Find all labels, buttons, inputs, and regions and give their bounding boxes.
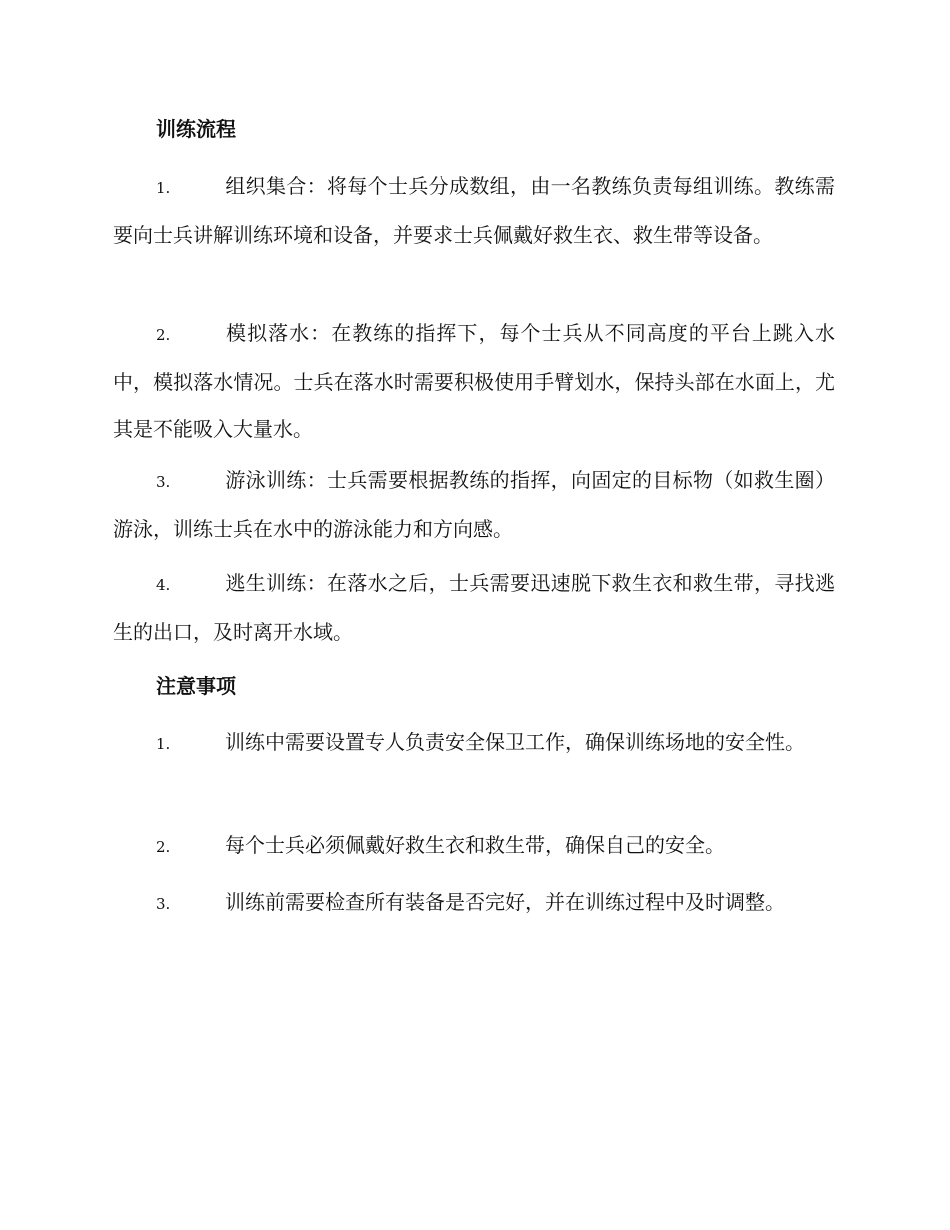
list-item-text: 游泳训练：士兵需要根据教练的指挥，向固定的目标物（如救生圈）游泳，训练士兵在水中的游泳能力和方向感。	[113, 468, 835, 541]
list-item-number: 3.	[156, 473, 171, 491]
list-item	[113, 310, 835, 453]
section-heading-training-process: 训练流程	[156, 117, 236, 141]
list-item	[113, 163, 835, 259]
list-item-text: 训练中需要设置专人负责安全保卫工作，确保训练场地的安全性。	[225, 730, 805, 754]
list-item-number: 2.	[156, 838, 171, 856]
list-item-text: 训练前需要检查所有装备是否完好，并在训练过程中及时调整。	[225, 890, 785, 914]
list-item-number: 4.	[156, 576, 171, 594]
list-item-number: 1.	[156, 179, 171, 197]
section-heading-precautions: 注意事项	[156, 674, 236, 698]
list-item	[113, 719, 835, 768]
list-item	[113, 822, 835, 871]
list-item	[113, 560, 835, 656]
list-item	[113, 879, 835, 928]
list-item-number: 1.	[156, 735, 171, 753]
list-item-text: 模拟落水：在教练的指挥下，每个士兵从不同高度的平台上跳入水中，模拟落水情况。士兵在落水时需要积极使用手臂划水，保持头部在水面上，尤其是不能吸入大量水。	[113, 321, 835, 441]
list-item-number: 3.	[156, 895, 171, 913]
list-item-number: 2.	[156, 326, 171, 344]
list-item-text: 组织集合：将每个士兵分成数组，由一名教练负责每组训练。教练需要向士兵讲解训练环境和设备，并要求士兵佩戴好救生衣、救生带等设备。	[113, 174, 835, 247]
list-item	[113, 457, 835, 553]
list-item-text: 逃生训练：在落水之后，士兵需要迅速脱下救生衣和救生带，寻找逃生的出口，及时离开水域。	[113, 571, 835, 644]
list-item-text: 每个士兵必须佩戴好救生衣和救生带，确保自己的安全。	[225, 833, 725, 857]
